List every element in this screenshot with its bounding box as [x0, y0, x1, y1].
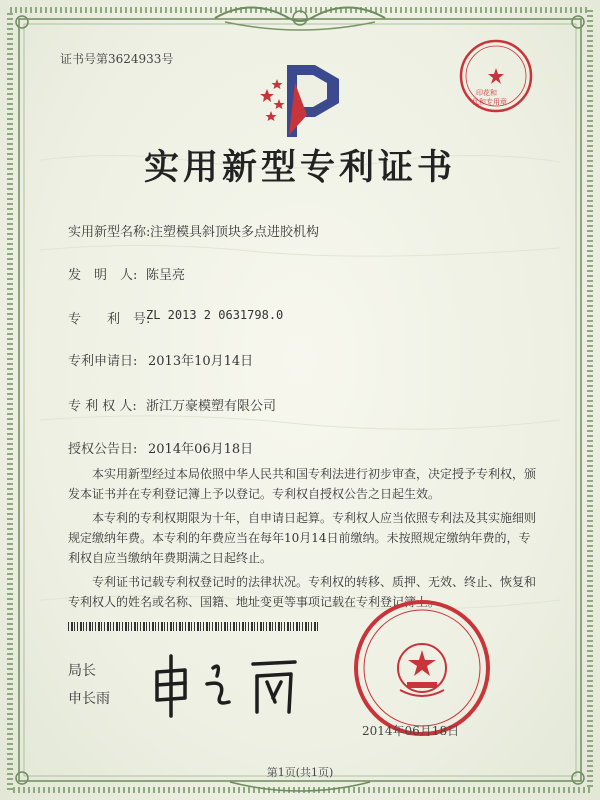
- paragraph-term-and-fees: 本专利的专利权期限为十年，自申请日起算。专利权人应当依照专利法及其实施细则规定缴纳年费。本专利的年费应当在每年10月14日前缴纳。未按照规定缴纳年费的，专利权自应当缴纳年费期满之日起终止。: [68, 511, 537, 565]
- field-label-patent-number: 专 利 号:: [68, 312, 151, 327]
- page-footer: 第1页(共1页): [266, 766, 334, 779]
- field-label-name: 实用新型名称:: [68, 225, 151, 240]
- barcode: [68, 622, 318, 631]
- field-label-patentee: 专 利 权 人:: [68, 399, 137, 414]
- field-value-name: 注塑模具斜顶块多点进胶机构: [150, 225, 320, 240]
- director-signature: [145, 650, 315, 720]
- field-label-inventor: 发 明 人:: [68, 268, 138, 283]
- agency-seal: [458, 38, 534, 114]
- patent-office-logo-icon: [255, 55, 350, 145]
- certificate-title: 实用新型专利证书: [143, 147, 456, 188]
- field-value-patentee: 浙江万豪模塑有限公司: [146, 399, 277, 414]
- field-value-grant-date: 2014年06月18日: [148, 442, 254, 457]
- national-seal: [352, 598, 492, 738]
- national-seal-icon: [352, 598, 492, 738]
- agency-seal-inner-line-2: 代和专用章: [472, 98, 507, 106]
- field-value-patent-number: ZL 2013 2 0631798.0: [146, 308, 284, 322]
- director-title: 局长: [68, 663, 96, 679]
- field-label-application-date: 专利申请日:: [68, 354, 138, 369]
- paragraph-legal-status: 专利证书记载专利权登记时的法律状况。专利权的转移、质押、无效、终止、恢复和专利权人的姓名或名称、国籍、地址变更等事项记载在专利登记簿上。: [68, 575, 537, 609]
- field-label-grant-date: 授权公告日:: [68, 442, 138, 457]
- agency-seal-inner-line-1: 印花和: [476, 89, 497, 97]
- seal-date: 2014年06月18日: [362, 724, 460, 738]
- director-name: 申长雨: [68, 691, 110, 707]
- paragraph-grant-statement: 本实用新型经过本局依照中华人民共和国专利法进行初步审查，决定授予专利权，颁发本证书并在专利登记簿上予以登记。专利权自授权公告之日起生效。: [68, 467, 537, 501]
- certificate-number: 证书号第3624933号: [60, 52, 174, 66]
- field-value-application-date: 2013年10月14日: [148, 354, 254, 369]
- field-value-inventor: 陈呈亮: [146, 268, 186, 283]
